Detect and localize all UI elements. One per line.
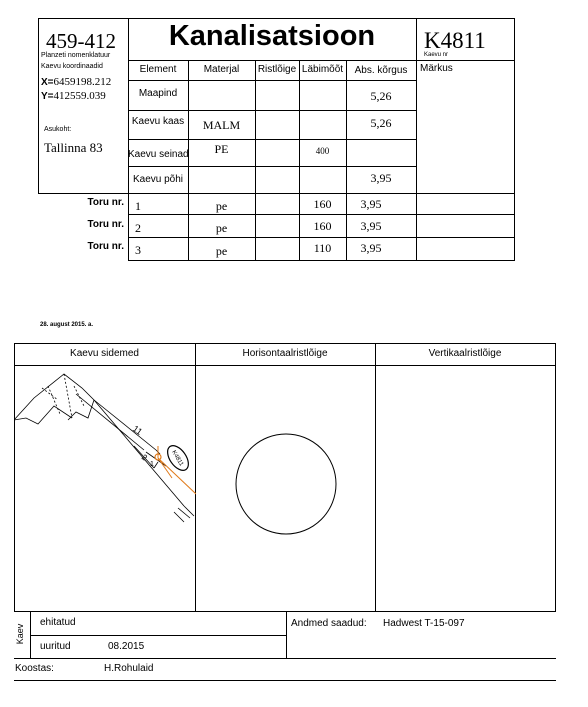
pipe-height: 3,95 <box>360 219 382 233</box>
well-number: K4811 <box>424 28 486 53</box>
well-tag-label: K4811 <box>170 449 184 468</box>
table-row-element: Maapind <box>138 88 178 99</box>
author-label: Koostas: <box>15 663 54 674</box>
table-row-material: MALM <box>202 118 241 132</box>
pipe-1-label: 1 <box>150 461 154 468</box>
document-date: 28. august 2015. a. <box>40 322 94 328</box>
panel-title-vertical-section: Vertikaalristlõige <box>428 348 502 359</box>
table-row-height: 5,26 <box>370 89 392 103</box>
table-row-element: Kaevu põhi <box>132 174 184 185</box>
table-row-diameter: 400 <box>315 146 330 156</box>
dimension-11-label: 11 <box>130 423 145 437</box>
connections-sketch <box>14 366 196 546</box>
table-row-element: Kaevu seinad <box>128 149 189 160</box>
page-title: Kanalisatsioon <box>168 20 376 52</box>
x-coordinate: X=6459198.212 <box>41 76 112 88</box>
pipe-material: pe <box>215 244 228 258</box>
col-height: Abs. kõrgus <box>354 65 408 76</box>
panel-title-connections: Kaevu sidemed <box>70 348 139 359</box>
author-name: H.Rohulaid <box>104 663 154 674</box>
pipe-height: 3,95 <box>360 241 382 255</box>
panel-title-horizontal-section: Horisontaalristlõige <box>242 348 328 359</box>
table-row-height: 3,95 <box>370 171 392 185</box>
pipe-diameter: 160 <box>313 219 332 233</box>
pipe-label: Toru nr. <box>87 197 124 208</box>
table-row-height: 5,26 <box>370 116 392 130</box>
pipe-label: Toru nr. <box>87 219 124 230</box>
table-row-material: PE <box>214 142 229 156</box>
pipe-number: 1 <box>135 199 141 213</box>
address: Tallinna 83 <box>44 140 103 155</box>
col-note: Märkus <box>420 63 453 74</box>
pipe-diameter: 110 <box>313 241 332 255</box>
y-coordinate: Y=412559.039 <box>41 90 106 102</box>
well-cross-section-circle <box>236 434 336 534</box>
data-source-value: Hadwest T-15-097 <box>383 618 465 629</box>
plan-label: Planzeti nomenklatuur <box>41 52 111 59</box>
built-label: ehitatud <box>40 617 76 628</box>
pipe-label: Toru nr. <box>87 241 124 252</box>
pipe-material: pe <box>215 199 228 213</box>
well-label: Kaevu nr <box>424 52 449 58</box>
table-row-element: Kaevu kaas <box>131 116 185 127</box>
col-element: Element <box>139 64 177 75</box>
pipe-height: 3,95 <box>360 197 382 211</box>
col-cross-section: Ristlõige <box>257 64 297 75</box>
data-source-label: Andmed saadud: <box>291 618 367 629</box>
footer-side-label: Kaev <box>15 623 25 645</box>
plan-number: 459-412 <box>46 29 116 53</box>
coords-label: Kaevu koordinaadid <box>41 63 103 70</box>
dimension-2-label: 2 <box>139 452 149 463</box>
pipe-material: pe <box>215 221 228 235</box>
col-diameter: Läbimõõt <box>301 64 344 75</box>
surveyed-value: 08.2015 <box>108 641 145 652</box>
pipe-number: 3 <box>135 243 141 257</box>
col-material: Materjal <box>203 64 240 75</box>
pipe-diameter: 160 <box>313 197 332 211</box>
pipe-number: 2 <box>135 221 141 235</box>
surveyed-label: uuritud <box>40 641 71 652</box>
address-label: Asukoht: <box>44 126 72 133</box>
horizontal-section-drawing <box>196 366 374 610</box>
